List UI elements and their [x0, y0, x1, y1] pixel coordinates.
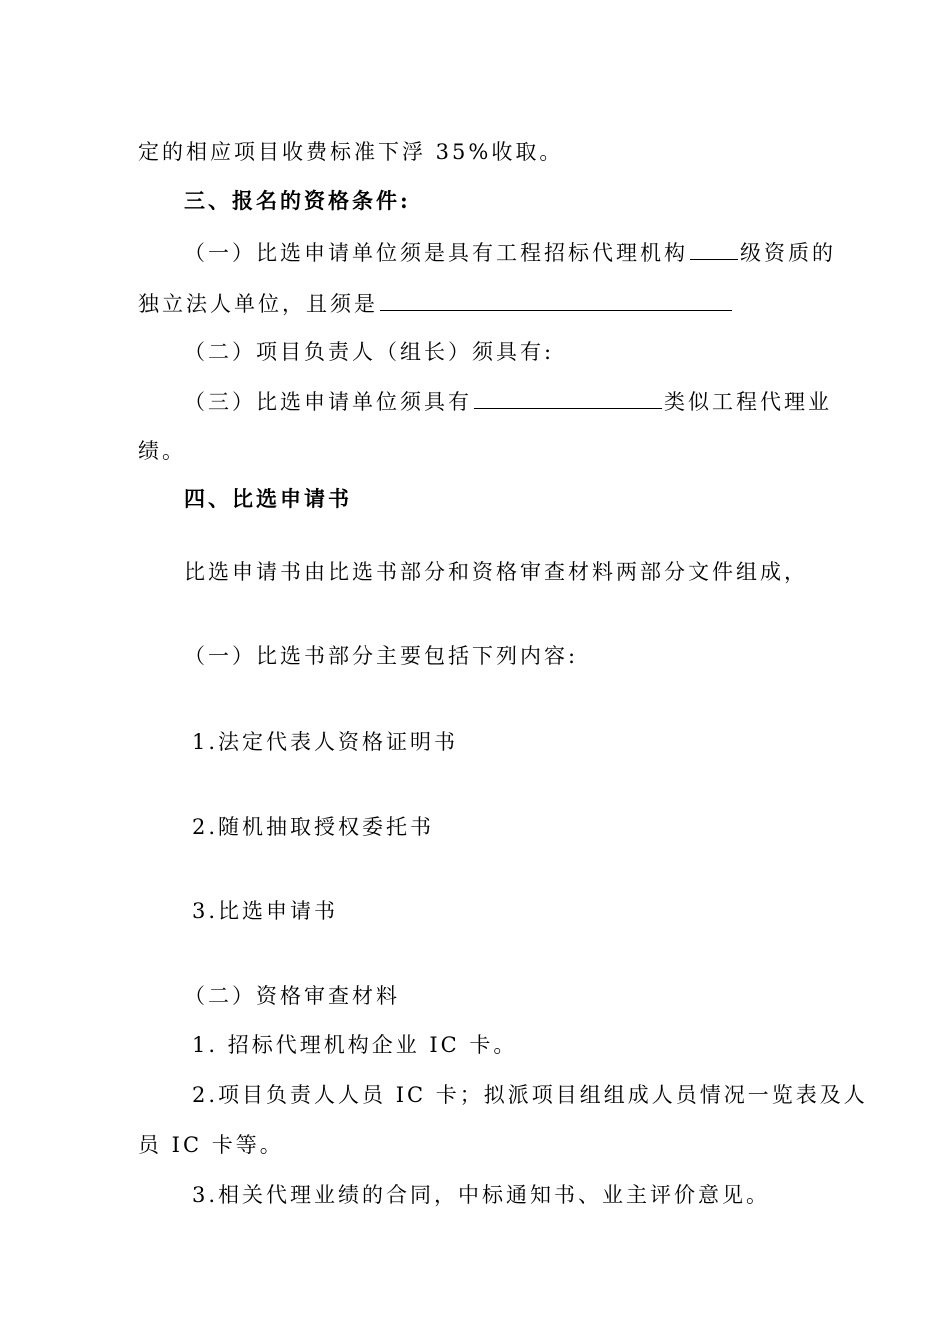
- paragraph-application-intro: 比选申请书由比选书部分和资格审查材料两部分文件组成，: [184, 560, 808, 584]
- text-fragment: （一）比选申请单位须是具有工程招标代理机构: [184, 241, 688, 265]
- list-item: 3.相关代理业绩的合同，中标通知书、业主评价意见。: [192, 1183, 771, 1207]
- fill-in-blank-performance: [474, 386, 662, 409]
- fill-in-blank-grade: [690, 237, 738, 260]
- list-item: 1.法定代表人资格证明书: [192, 730, 459, 754]
- text-fragment: 级资质的: [740, 241, 836, 265]
- list-item-cont: 员 IC 卡等。: [138, 1133, 284, 1157]
- paragraph-qualification-2: （二）项目负责人（组长）须具有:: [184, 340, 555, 364]
- paragraph-qualification-1-cont: [138, 288, 734, 319]
- list-item: 1. 招标代理机构企业 IC 卡。: [192, 1033, 518, 1057]
- subsection-1: （一）比选书部分主要包括下列内容:: [184, 644, 579, 668]
- list-item: 3.比选申请书: [192, 899, 339, 923]
- list-item: 2.随机抽取授权委托书: [192, 815, 435, 839]
- paragraph-qualification-3: [184, 386, 832, 417]
- text-fragment: 独立法人单位，且须是: [138, 292, 378, 316]
- section-heading-3: 三、报名的资格条件:: [184, 188, 411, 213]
- fill-in-blank-requirement: [380, 288, 732, 311]
- section-heading-4: 四、比选申请书: [184, 486, 352, 511]
- subsection-2: （二）资格审查材料: [184, 984, 400, 1008]
- text-fragment: （三）比选申请单位须具有: [184, 390, 472, 414]
- paragraph-fee-line: 定的相应项目收费标准下浮 35%收取。: [138, 140, 564, 164]
- text-fragment: 类似工程代理业: [664, 390, 832, 414]
- paragraph-qualification-1: [184, 237, 836, 268]
- list-item: 2.项目负责人人员 IC 卡；拟派项目组组成人员情况一览表及人: [192, 1083, 868, 1107]
- paragraph-qualification-3-cont: 绩。: [138, 439, 186, 463]
